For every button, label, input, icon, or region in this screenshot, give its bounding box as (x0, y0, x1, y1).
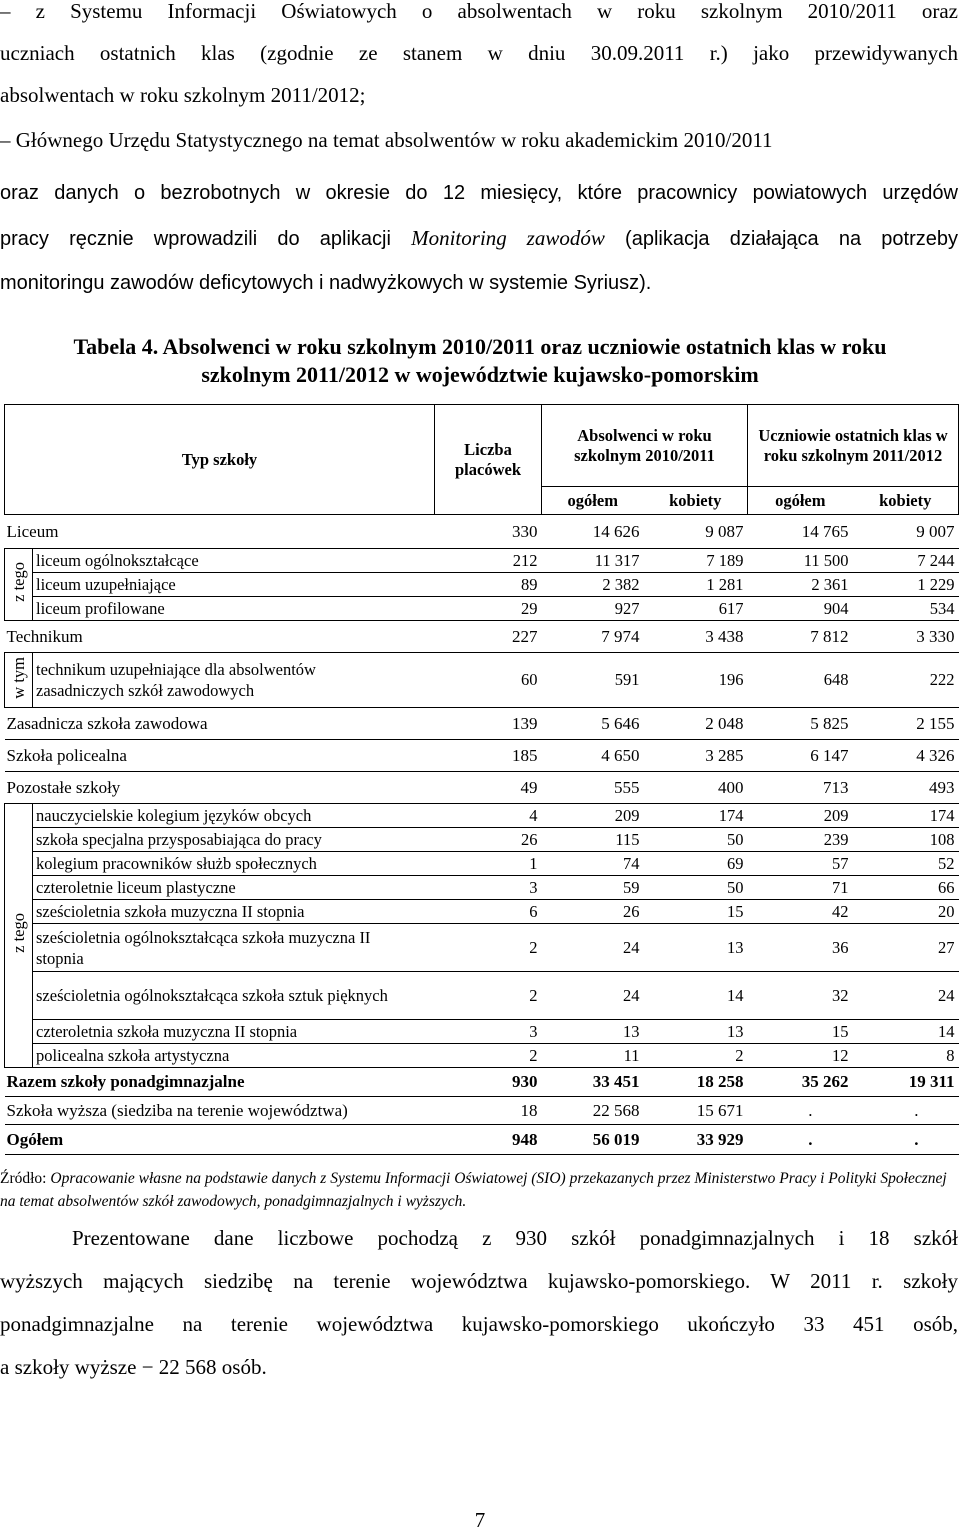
header-students-women: kobiety (853, 487, 959, 515)
row-liceum-sub (5, 573, 959, 597)
cell-students-total: 7 812 (748, 621, 853, 653)
cell-grads-women: 14 (644, 972, 748, 1020)
source-text: Opracowanie własne na podstawie danych z Systemu Informacji Oświatowej (SIO) przekazanych przez Ministerstwo Pracy i Polityki Społecznej na temat absolwentów szkół zawodowych, ponadgimnazjalnych i wyższych. (0, 1170, 947, 1210)
cell-label: sześcioletnia ogólnokształcąca szkoła sztuk pięknych (33, 972, 435, 1020)
cell-grads-total: 927 (542, 597, 644, 621)
cell-grads-total: 4 650 (542, 740, 644, 772)
cell-count: 4 (435, 804, 542, 828)
cell-students-women: 1 229 (853, 573, 959, 597)
cell-grads-women: 15 671 (644, 1097, 748, 1125)
cell-grads-total: 2 382 (542, 573, 644, 597)
cell-grads-total: 5 646 (542, 708, 644, 740)
cell-count: 212 (435, 549, 542, 573)
intro-line-3: absolwentach w roku szkolnym 2011/2012; (0, 83, 366, 107)
cell-grads-total: 555 (542, 772, 644, 804)
row-pozostale-sub (5, 804, 959, 828)
cell-grads-women: 13 (644, 924, 748, 972)
cell-students-total: 14 765 (748, 515, 853, 549)
cell-grads-total: 13 (542, 1020, 644, 1044)
cell-grads-total: 56 019 (542, 1125, 644, 1155)
table-caption-line-1: Tabela 4. Absolwenci w roku szkolnym 2010/2011 oraz uczniowie ostatnich klas w roku (73, 334, 887, 359)
cell-count: 2 (435, 972, 542, 1020)
cell-grads-total: 11 317 (542, 549, 644, 573)
cell-students-women: 20 (853, 900, 959, 924)
cell-students-total: 5 825 (748, 708, 853, 740)
cell-label: sześcioletnia ogólnokształcąca szkoła muzyczna II stopnia (33, 924, 435, 972)
cell-students-total: 36 (748, 924, 853, 972)
cell-grads-women: 617 (644, 597, 748, 621)
cell-students-total: 2 361 (748, 573, 853, 597)
cell-label: liceum ogólnokształcące (33, 549, 435, 573)
cell-grads-total: 24 (542, 924, 644, 972)
cell-label: Pozostałe szkoły (5, 772, 435, 804)
page-number: 7 (474, 1508, 486, 1532)
cell-count: 227 (435, 621, 542, 653)
row-liceum (5, 515, 959, 549)
cell-students-women: 2 155 (853, 708, 959, 740)
intro-line-6a: pracy ręcznie wprowadzili do aplikacji (0, 228, 412, 250)
cell-grads-women: 400 (644, 772, 748, 804)
cell-grads-total: 59 (542, 876, 644, 900)
paragraph-line-4: a szkoły wyższe − 22 568 osób. (0, 1355, 267, 1379)
cell-grads-women: 3 285 (644, 740, 748, 772)
cell-grads-women: 50 (644, 876, 748, 900)
cell-students-women: 222 (853, 653, 959, 708)
graduates-table (4, 404, 959, 1155)
cell-count: 3 (435, 876, 542, 900)
cell-label: Zasadnicza szkoła zawodowa (5, 708, 435, 740)
cell-students-total: 15 (748, 1020, 853, 1044)
source-label: Źródło: (0, 1170, 47, 1187)
cell-grads-total: 22 568 (542, 1097, 644, 1125)
cell-count: 330 (435, 515, 542, 549)
cell-label: liceum profilowane (33, 597, 435, 621)
cell-students-total: 71 (748, 876, 853, 900)
cell-students-women: 4 326 (853, 740, 959, 772)
cell-count: 60 (435, 653, 542, 708)
cell-students-total: 209 (748, 804, 853, 828)
row-liceum-sub (5, 549, 959, 573)
cell-grads-total: 591 (542, 653, 644, 708)
header-type: Typ szkoły (5, 405, 435, 515)
row-ogolem (5, 1125, 959, 1155)
cell-grads-women: 3 438 (644, 621, 748, 653)
cell-grads-women: 50 (644, 828, 748, 852)
header-grads: Absolwenci w roku szkolnym 2010/2011 (542, 405, 748, 487)
table-caption-line-2: szkolnym 2011/2012 w województwie kujawsko-pomorskim (201, 362, 759, 387)
row-pozostale-sub (5, 876, 959, 900)
cell-grads-women: 9 087 (644, 515, 748, 549)
cell-count: 6 (435, 900, 542, 924)
cell-grads-total: 209 (542, 804, 644, 828)
cell-grads-women: 174 (644, 804, 748, 828)
cell-label: Razem szkoły ponadgimnazjalne (5, 1068, 435, 1097)
row-pozostale-sub (5, 828, 959, 852)
row-razem (5, 1068, 959, 1097)
cell-label: Szkoła wyższa (siedziba na terenie województwa) (5, 1097, 435, 1125)
source-note (0, 1167, 958, 1213)
cell-label: Ogółem (5, 1125, 435, 1155)
cell-grads-women: 2 048 (644, 708, 748, 740)
intro-line-6c: (aplikacja działająca na potrzeby (604, 228, 959, 250)
cell-grads-women: 196 (644, 653, 748, 708)
cell-label: sześcioletnia szkoła muzyczna II stopnia (33, 900, 435, 924)
cell-label: Liceum (5, 515, 435, 549)
cell-students-women: 9 007 (853, 515, 959, 549)
cell-grads-women: 18 258 (644, 1068, 748, 1097)
cell-students-women: 493 (853, 772, 959, 804)
cell-grads-women: 13 (644, 1020, 748, 1044)
cell-grads-total: 74 (542, 852, 644, 876)
cell-label: liceum uzupełniające (33, 573, 435, 597)
cell-label: nauczycielskie kolegium języków obcych (33, 804, 435, 828)
row-liceum-sub (5, 597, 959, 621)
table-caption (0, 333, 960, 389)
cell-students-women: 27 (853, 924, 959, 972)
cell-count: 948 (435, 1125, 542, 1155)
cell-students-total: 12 (748, 1044, 853, 1068)
side-label-z-tego-2: z tego (5, 804, 33, 1068)
cell-count: 26 (435, 828, 542, 852)
row-wyzsza (5, 1097, 959, 1125)
cell-count: 49 (435, 772, 542, 804)
cell-students-total: 713 (748, 772, 853, 804)
cell-students-women: . (853, 1097, 959, 1125)
cell-students-total: 6 147 (748, 740, 853, 772)
cell-label: policealna szkoła artystyczna (33, 1044, 435, 1068)
cell-count: 89 (435, 573, 542, 597)
paragraph-line-3: ponadgimnazjalne na terenie województwa kujawsko-pomorskiego ukończyło 33 451 osób, (0, 1312, 958, 1336)
header-grads-women: kobiety (644, 487, 748, 515)
cell-grads-women: 33 929 (644, 1125, 748, 1155)
cell-label: czteroletnie liceum plastyczne (33, 876, 435, 900)
header-students: Uczniowie ostatnich klas w roku szkolnym 2011/2012 (748, 405, 959, 487)
cell-students-women: . (853, 1125, 959, 1155)
cell-grads-total: 14 626 (542, 515, 644, 549)
intro-line-1: – z Systemu Informacji Oświatowych o absolwentach w roku szkolnym 2010/2011 oraz (0, 0, 958, 23)
row-pozostale-sub (5, 1020, 959, 1044)
intro-line-6 (0, 217, 958, 260)
header-grads-total: ogółem (542, 487, 644, 515)
intro-line-5: oraz danych o bezrobotnych w okresie do 12 miesięcy, które pracownicy powiatowych urzędów (0, 182, 958, 204)
row-pozostale-sub (5, 852, 959, 876)
intro-line-2: uczniach ostatnich klas (zgodnie ze stanem w dniu 30.09.2011 r.) jako przewidywanych (0, 41, 958, 65)
row-pozostale-sub (5, 924, 959, 972)
cell-grads-total: 24 (542, 972, 644, 1020)
intro-line-4: – Głównego Urzędu Statystycznego na temat absolwentów w roku akademickim 2010/2011 (0, 128, 773, 152)
header-students-total: ogółem (748, 487, 853, 515)
cell-grads-women: 2 (644, 1044, 748, 1068)
cell-students-total: 35 262 (748, 1068, 853, 1097)
cell-students-women: 108 (853, 828, 959, 852)
cell-students-total: . (748, 1097, 853, 1125)
row-technikum-sub (5, 653, 959, 708)
cell-count: 29 (435, 597, 542, 621)
cell-count: 2 (435, 1044, 542, 1068)
cell-students-total: 57 (748, 852, 853, 876)
cell-count: 1 (435, 852, 542, 876)
cell-students-women: 7 244 (853, 549, 959, 573)
cell-count: 930 (435, 1068, 542, 1097)
row-pozostale (5, 772, 959, 804)
cell-label: czteroletnia szkoła muzyczna II stopnia (33, 1020, 435, 1044)
cell-students-total: 648 (748, 653, 853, 708)
intro-app-name: Monitoring zawodów (411, 226, 605, 250)
cell-students-total: 32 (748, 972, 853, 1020)
cell-grads-total: 26 (542, 900, 644, 924)
cell-students-total: 239 (748, 828, 853, 852)
row-pozostale-sub (5, 1044, 959, 1068)
side-label-z-tego: z tego (5, 549, 33, 621)
cell-grads-total: 11 (542, 1044, 644, 1068)
cell-count: 185 (435, 740, 542, 772)
cell-students-women: 52 (853, 852, 959, 876)
cell-grads-total: 33 451 (542, 1068, 644, 1097)
cell-students-women: 19 311 (853, 1068, 959, 1097)
cell-students-total: . (748, 1125, 853, 1155)
cell-label: szkoła specjalna przysposabiająca do pracy (33, 828, 435, 852)
cell-students-women: 174 (853, 804, 959, 828)
cell-students-women: 24 (853, 972, 959, 1020)
cell-label: Szkoła policealna (5, 740, 435, 772)
cell-grads-total: 7 974 (542, 621, 644, 653)
paragraph-line-2: wyższych mających siedzibę na terenie województwa kujawsko-pomorskiego. W 2011 r. szkoły (0, 1269, 958, 1293)
cell-label: kolegium pracowników służb społecznych (33, 852, 435, 876)
cell-label: Technikum (5, 621, 435, 653)
cell-count: 139 (435, 708, 542, 740)
row-technikum (5, 621, 959, 653)
cell-count: 18 (435, 1097, 542, 1125)
header-count: Liczba placówek (435, 405, 542, 515)
intro-line-7: monitoringu zawodów deficytowych i nadwyżkowych w systemie Syriusz). (0, 272, 652, 294)
cell-students-women: 8 (853, 1044, 959, 1068)
cell-grads-women: 1 281 (644, 573, 748, 597)
cell-students-women: 3 330 (853, 621, 959, 653)
row-policealna (5, 740, 959, 772)
cell-count: 3 (435, 1020, 542, 1044)
cell-grads-total: 115 (542, 828, 644, 852)
paragraph-line-1: Prezentowane dane liczbowe pochodzą z 930 szkół ponadgimnazjalnych i 18 szkół (72, 1226, 958, 1250)
side-label-w-tym: w tym (5, 653, 33, 708)
cell-students-women: 534 (853, 597, 959, 621)
cell-students-women: 14 (853, 1020, 959, 1044)
cell-count: 2 (435, 924, 542, 972)
cell-students-total: 42 (748, 900, 853, 924)
cell-students-women: 66 (853, 876, 959, 900)
cell-students-total: 904 (748, 597, 853, 621)
row-pozostale-sub (5, 972, 959, 1020)
row-pozostale-sub (5, 900, 959, 924)
cell-grads-women: 15 (644, 900, 748, 924)
cell-grads-women: 69 (644, 852, 748, 876)
cell-label: technikum uzupełniające dla absolwentów zasadniczych szkół zawodowych (33, 653, 435, 708)
cell-grads-women: 7 189 (644, 549, 748, 573)
row-zasadnicza (5, 708, 959, 740)
cell-students-total: 11 500 (748, 549, 853, 573)
